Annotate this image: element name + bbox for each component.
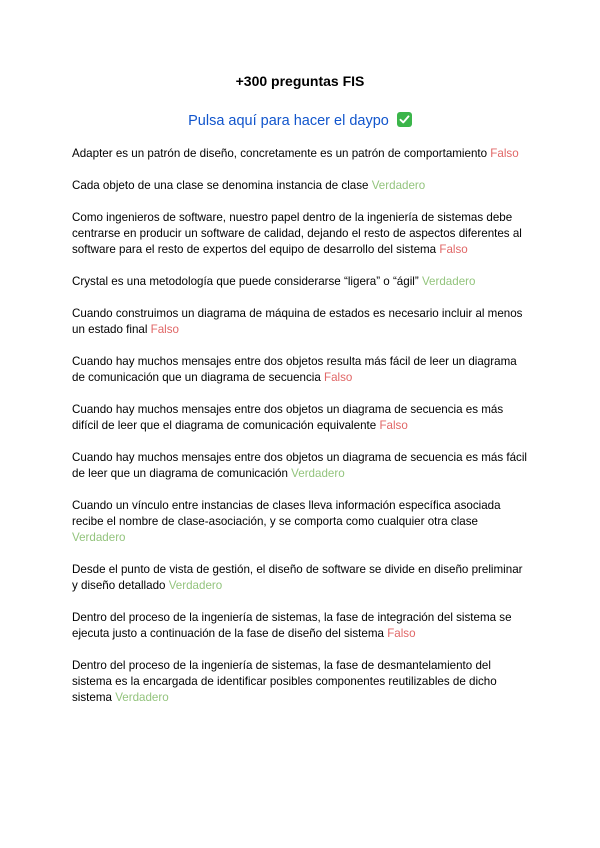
answer-verdadero: Verdadero bbox=[291, 467, 345, 480]
question-item bbox=[72, 178, 528, 194]
question-item bbox=[72, 450, 528, 482]
answer-falso: Falso bbox=[387, 627, 416, 640]
question-item bbox=[72, 146, 528, 162]
question-text: Cuando hay muchos mensajes entre dos objetos un diagrama de secuencia es más difícil de leer que el diagrama de comunicación equivalente bbox=[72, 403, 504, 432]
question-item bbox=[72, 306, 528, 338]
question-text: Cuando construimos un diagrama de máquina de estados es necesario incluir al menos un estado final bbox=[72, 307, 523, 336]
question-item bbox=[72, 498, 528, 546]
answer-falso: Falso bbox=[150, 323, 180, 336]
question-text: Cuando un vínculo entre instancias de clases lleva información específica asociada recibe el nombre de clase-asociación, y se comporta como cualquier otra clase bbox=[72, 499, 501, 528]
question-text: Cuando hay muchos mensajes entre dos objetos resulta más fácil de leer un diagrama de comunicación que un diagrama de secuencia bbox=[72, 355, 517, 384]
question-text: Crystal es una metodología que puede considerarse “ligera” o “ágil” bbox=[72, 275, 419, 288]
question-text: Cuando hay muchos mensajes entre dos objetos un diagrama de secuencia es más fácil de leer que un diagrama de comunicación bbox=[72, 451, 527, 480]
question-item bbox=[72, 562, 528, 594]
daypo-link[interactable] bbox=[72, 111, 528, 131]
question-text: Dentro del proceso de la ingeniería de sistemas, la fase de desmantelamiento del sistema es la encargada de identificar posibles componentes reutilizables de dicho sistema bbox=[72, 659, 497, 704]
answer-falso: Falso bbox=[439, 243, 468, 256]
check-mark-icon bbox=[397, 112, 412, 127]
answer-falso: Falso bbox=[324, 371, 353, 384]
question-text: Cada objeto de una clase se denomina instancia de clase bbox=[72, 179, 369, 192]
question-text: Dentro del proceso de la ingeniería de sistemas, la fase de integración del sistema se ejecuta justo a continuación de la fase de diseño del sistema bbox=[72, 611, 512, 640]
daypo-link-label: Pulsa aquí para hacer el daypo bbox=[188, 113, 389, 129]
document-title: +300 preguntas FIS bbox=[235, 73, 365, 89]
question-item bbox=[72, 610, 528, 642]
question-item bbox=[72, 354, 528, 386]
answer-verdadero: Verdadero bbox=[421, 275, 476, 288]
question-text: Adapter es un patrón de diseño, concretamente es un patrón de comportamiento bbox=[72, 147, 488, 160]
answer-verdadero: Verdadero bbox=[371, 179, 426, 192]
answer-falso: Falso bbox=[379, 419, 408, 432]
question-item bbox=[72, 402, 528, 434]
question-text: Como ingenieros de software, nuestro papel dentro de la ingeniería de sistemas debe centrarse en producir un software de calidad, dejando el resto de aspectos diferentes al software para el resto de expertos del equipo de desarrollo del sistema bbox=[72, 211, 522, 256]
answer-falso: Falso bbox=[490, 147, 519, 160]
question-item bbox=[72, 210, 528, 258]
answer-verdadero: Verdadero bbox=[115, 691, 169, 704]
question-list bbox=[72, 146, 528, 706]
answer-verdadero: Verdadero bbox=[72, 531, 126, 544]
question-item bbox=[72, 658, 528, 706]
answer-verdadero: Verdadero bbox=[168, 579, 223, 592]
question-item bbox=[72, 274, 528, 290]
question-text: Desde el punto de vista de gestión, el diseño de software se divide en diseño preliminar y diseño detallado bbox=[72, 563, 523, 592]
